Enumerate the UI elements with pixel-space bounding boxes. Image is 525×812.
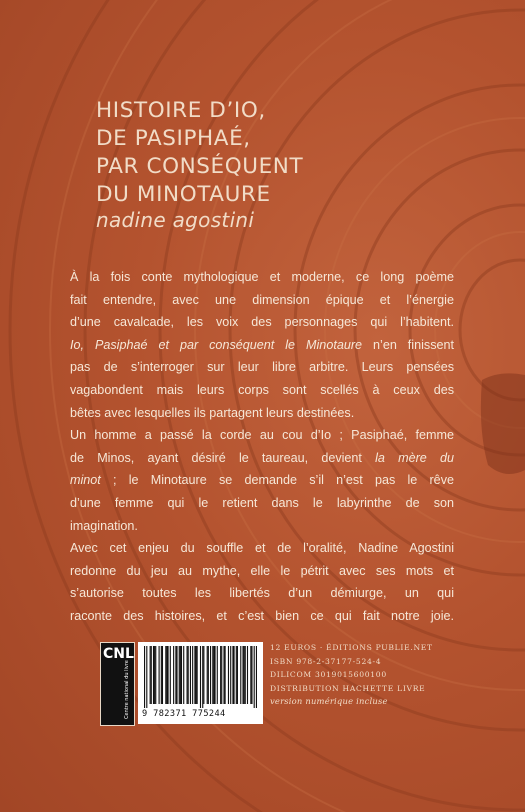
blurb-text: n’en finissent	[362, 337, 454, 352]
blurb-line	[70, 469, 454, 492]
barcode-bar	[180, 646, 181, 704]
book-title-italic: Io, Pasiphaé et par conséquent le Minotaure	[70, 337, 363, 352]
barcode-bar	[175, 646, 176, 704]
cnl-logo-org: Centre national du livre	[124, 660, 130, 719]
barcode-bar	[170, 646, 171, 704]
blurb-paragraph	[70, 266, 454, 424]
barcode-bar	[256, 646, 257, 708]
barcode-bar	[220, 646, 221, 704]
barcode-bar	[192, 646, 193, 704]
barcode-bar	[173, 646, 174, 704]
barcode-bar	[202, 646, 203, 708]
title-line: DE PASIPHAÉ,	[96, 126, 251, 151]
barcode-bar	[234, 646, 235, 704]
price-publisher: 12 EUROS · ÉDITIONS PUBLIE.NET	[270, 643, 433, 652]
barcode-bar	[244, 646, 245, 704]
blurb-line	[70, 334, 454, 357]
barcode-number: 9 782371 775244	[142, 709, 226, 719]
barcode-bar	[179, 646, 180, 704]
barcode-bar	[237, 646, 238, 704]
blurb-line: bêtes avec lesquelles ils partagent leurs destinées.	[70, 405, 355, 420]
barcode-bar	[187, 646, 188, 704]
dilicom: DILICOM 3019015600100	[270, 670, 387, 680]
barcode-bar	[168, 646, 169, 704]
barcode-bar	[194, 646, 195, 704]
cnl-logo	[100, 642, 135, 726]
blurb-line: Un homme a passé la corde au cou d’Io ; Pasiphaé, femme	[70, 428, 454, 443]
blurb-line: redonne du jeu au mythe, elle le pétrit avec ses mots et	[70, 563, 454, 578]
blurb-line: s’autorise toutes les libertés d’un démiurge, un qui	[70, 586, 454, 601]
barcode-bar	[214, 646, 215, 704]
barcode-bar	[250, 646, 251, 704]
barcode-bar	[210, 646, 211, 704]
barcode-bar	[190, 646, 191, 704]
book-title	[96, 97, 496, 209]
title-line: PAR CONSÉQUENT	[96, 154, 304, 179]
barcode-bar	[153, 646, 154, 704]
barcode-bar	[213, 646, 214, 704]
barcode-bar	[221, 646, 222, 704]
blurb-line: Avec cet enjeu du souffle et de l’oralité, Nadine Agostini	[70, 541, 454, 556]
barcode-bar	[195, 646, 196, 704]
barcode-bar	[225, 646, 226, 704]
digital-version-note: version numérique incluse	[270, 696, 388, 707]
blurb-line: d’une cavalcade, les voix des personnages qui l’habitent.	[70, 315, 454, 330]
barcode-bar	[254, 646, 255, 708]
blurb-line: imagination.	[70, 518, 138, 533]
barcode-bar	[176, 646, 177, 704]
barcode-bar	[230, 646, 231, 704]
barcode-bars	[144, 646, 257, 708]
barcode-bar	[242, 646, 243, 704]
author-name: nadine agostini	[96, 208, 255, 232]
barcode-bar	[165, 646, 166, 704]
barcode-bar	[212, 646, 213, 704]
blurb-line	[70, 447, 454, 470]
publication-info	[270, 641, 433, 709]
barcode-bar	[200, 646, 201, 708]
barcode-bar	[207, 646, 208, 704]
title-line: HISTOIRE D’IO,	[96, 98, 266, 123]
barcode-bar	[159, 646, 160, 704]
barcode-bar	[203, 646, 204, 704]
blurb-line: d’une femme qui le retient dans le labyrinthe de son	[70, 495, 454, 510]
barcode-bar	[181, 646, 182, 704]
barcode-bar	[183, 646, 184, 704]
barcode-bar	[197, 646, 198, 704]
blurb-line: vagabondent mais leurs corps sont scellés à ceux des	[70, 382, 454, 397]
barcode-bar	[150, 646, 151, 704]
blurb-text: de Minos, ayant désiré le taureau, devient	[70, 450, 376, 465]
barcode-bar	[223, 646, 224, 704]
cnl-logo-text: CNL	[103, 646, 134, 662]
barcode-bar	[151, 646, 152, 704]
blurb-italic: la mère du	[375, 450, 454, 465]
blurb-paragraph	[70, 537, 454, 627]
barcode-bar	[161, 646, 162, 704]
blurb-text: ; le Minotaure se demande s’il n’est pas le rêve	[100, 473, 454, 488]
barcode	[138, 642, 263, 724]
barcode-bar	[228, 646, 229, 704]
barcode-bar	[155, 646, 156, 704]
barcode-bar	[240, 646, 241, 704]
title-line: DU MINOTAURE	[96, 182, 271, 207]
barcode-bar	[217, 646, 218, 704]
barcode-bar	[144, 646, 145, 708]
barcode-bar	[188, 646, 189, 704]
blurb-line: pas de s’interroger sur leur libre arbitre. Leurs pensées	[70, 360, 454, 375]
barcode-bar	[245, 646, 246, 704]
barcode-bar	[236, 646, 237, 704]
isbn: ISBN 978-2-37177-524-4	[270, 656, 382, 666]
blurb-line: raconte des histoires, et c’est bien ce qui fait notre joie.	[70, 608, 454, 623]
barcode-bar	[232, 646, 233, 704]
blurb-line: fait entendre, avec une dimension épique et l’énergie	[70, 292, 454, 307]
barcode-bar	[251, 646, 252, 704]
barcode-bar	[208, 646, 209, 704]
barcode-bar	[162, 646, 163, 704]
blurb-italic: minot	[70, 473, 101, 488]
distribution: DISTRIBUTION HACHETTE LIVRE	[270, 683, 426, 693]
barcode-bar	[247, 646, 248, 704]
blurb-paragraph	[70, 424, 454, 537]
blurb-line: À la fois conte mythologique et moderne, ce long poème	[70, 270, 454, 284]
barcode-bar	[166, 646, 167, 704]
blurb	[70, 266, 454, 628]
barcode-bar	[154, 646, 155, 704]
barcode-bar	[146, 646, 147, 708]
